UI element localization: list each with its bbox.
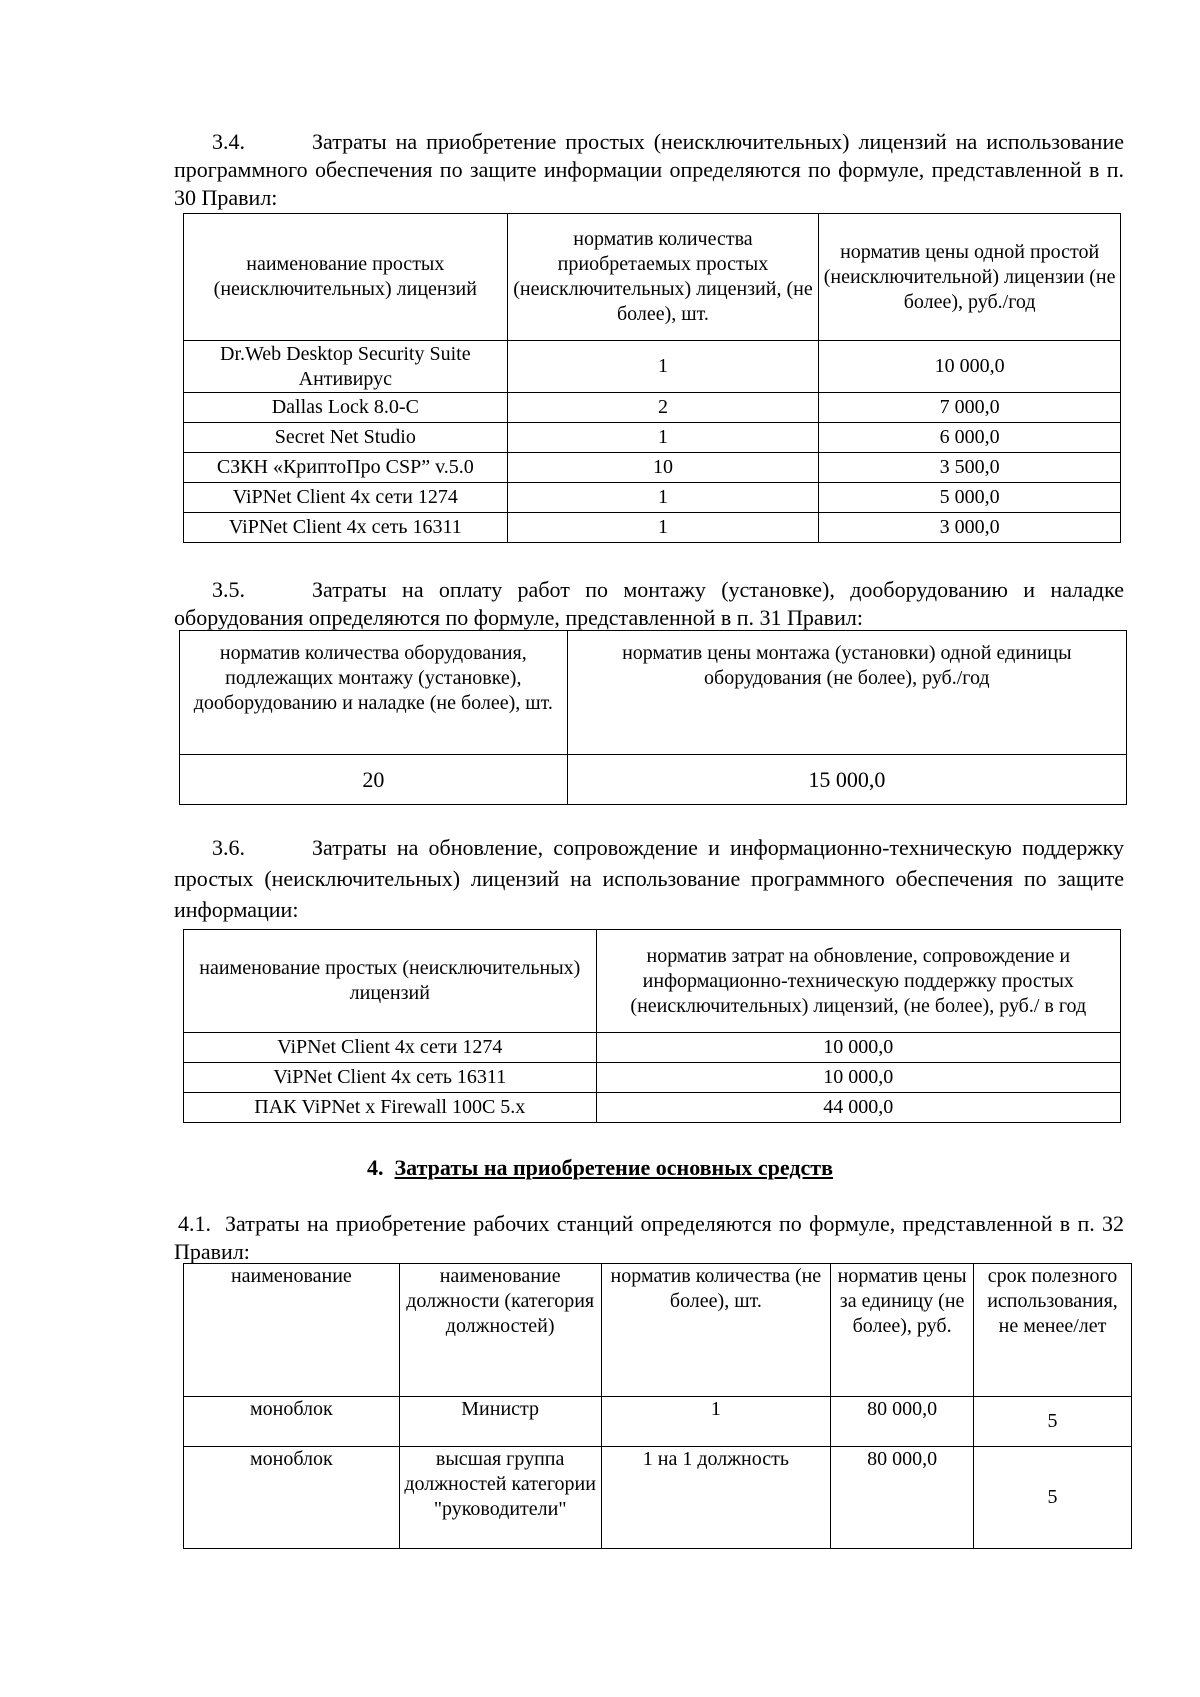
table-cell: 10 000,0 [596,1033,1120,1063]
table-cell: 10 000,0 [596,1063,1120,1093]
table-cell: 1 [507,423,819,453]
table-cell: ViPNet Client 4x сеть 16311 [184,1063,597,1093]
table-cell: Dr.Web Desktop Security Suite Антивирус [184,341,508,393]
header-cell: норматив затрат на обновление, сопровождение и информационно-техническую поддержку простых (неисключительных) лицензий, (не более), руб./ в год [596,930,1120,1033]
header-cell: срок полезного использования, не менее/лет [974,1264,1132,1397]
section-number: 3.5. [212,577,245,602]
table-cell: 1 [507,483,819,513]
table-cell: 5 [974,1397,1132,1447]
table-cell: 5 [974,1447,1132,1549]
table-row [184,341,1121,393]
heading-title: Затраты на приобретение основных средств [394,1155,833,1180]
table-header-row [184,1264,1132,1397]
table-header-row [180,631,1127,755]
section-3-6-paragraph [174,832,1124,925]
section-number: 3.4. [212,129,245,154]
table-cell: ViPNet Client 4x сети 1274 [184,483,508,513]
table-cell: 7 000,0 [819,393,1121,423]
header-cell: наименование должности (категория должностей) [399,1264,601,1397]
paragraph-text: Затраты на приобретение рабочих станций определяются по формуле, представленной в п. 32 Правил: [174,1211,1124,1264]
table-cell: 3 500,0 [819,453,1121,483]
support-table [183,929,1121,1123]
table-cell: 1 на 1 должность [601,1447,831,1549]
table-cell: 1 [507,341,819,393]
table-cell: 20 [180,755,568,805]
table-row [184,483,1121,513]
licenses-table [183,213,1121,543]
table-cell: 1 [601,1397,831,1447]
section-number: 4.1. [178,1211,211,1236]
paragraph-text: Затраты на обновление, сопровождение и информационно-техническую поддержку простых (неисключительных) лицензий на использование программного обеспечения по защите информации: [174,835,1124,922]
table-row [184,513,1121,543]
table-cell: ViPNet Client 4x сети 1274 [184,1033,597,1063]
section-4-1-paragraph [174,1210,1124,1266]
table-cell: моноблок [184,1447,400,1549]
section-3-4-paragraph [174,128,1124,212]
table-row [180,755,1127,805]
table-cell: высшая группа должностей категории "руководители" [399,1447,601,1549]
table-cell: 80 000,0 [831,1397,974,1447]
header-cell: норматив цены за единицу (не более), руб. [831,1264,974,1397]
table-cell: 80 000,0 [831,1447,974,1549]
table-row [184,423,1121,453]
table-row [184,1447,1132,1549]
paragraph-text: Затраты на приобретение простых (неисключительных) лицензий на использование программного обеспечения по защите информации определяются по формуле, представленной в п. 30 Правил: [174,129,1124,210]
section-3-5-paragraph [174,576,1124,632]
table-cell: 44 000,0 [596,1093,1120,1123]
table-header-row [184,214,1121,341]
header-cell: наименование простых (неисключительных) лицензий [184,214,508,341]
table-cell: Dallas Lock 8.0-C [184,393,508,423]
table-cell: 5 000,0 [819,483,1121,513]
header-cell: наименование [184,1264,400,1397]
table-cell: СЗКН «КриптоПро CSP” v.5.0 [184,453,508,483]
table-row [184,393,1121,423]
table-cell: 3 000,0 [819,513,1121,543]
paragraph-text: Затраты на оплату работ по монтажу (установке), дооборудованию и наладке оборудования определяются по формуле, представленной в п. 31 Правил: [174,577,1124,630]
table-cell: ViPNet Client 4x сеть 16311 [184,513,508,543]
table-cell: 10 [507,453,819,483]
table-row [184,1093,1121,1123]
table-row [184,1063,1121,1093]
installation-table [179,630,1127,805]
table-cell: 15 000,0 [567,755,1126,805]
table-cell: 10 000,0 [819,341,1121,393]
table-cell: моноблок [184,1397,400,1447]
table-cell: 1 [507,513,819,543]
table-cell: Secret Net Studio [184,423,508,453]
table-row [184,1397,1132,1447]
section-number: 3.6. [212,835,245,860]
table-header-row [184,930,1121,1033]
table-row [184,1033,1121,1063]
section-4-heading [0,1155,1200,1181]
table-cell: 2 [507,393,819,423]
table-row [184,453,1121,483]
header-cell: норматив количества (не более), шт. [601,1264,831,1397]
table-cell: ПАК ViPNet x Firewall 100С 5.x [184,1093,597,1123]
header-cell: норматив цены одной простой (неисключительной) лицензии (не более), руб./год [819,214,1121,341]
header-cell: норматив количества приобретаемых простых (неисключительных) лицензий, (не более), шт. [507,214,819,341]
header-cell: норматив цены монтажа (установки) одной единицы оборудования (не более), руб./год [567,631,1126,755]
heading-number: 4. [367,1155,384,1180]
table-cell: Министр [399,1397,601,1447]
workstations-table [183,1263,1132,1549]
table-cell: 6 000,0 [819,423,1121,453]
header-cell: наименование простых (неисключительных) лицензий [184,930,597,1033]
header-cell: норматив количества оборудования, подлежащих монтажу (установке), дооборудованию и наладке (не более), шт. [180,631,568,755]
